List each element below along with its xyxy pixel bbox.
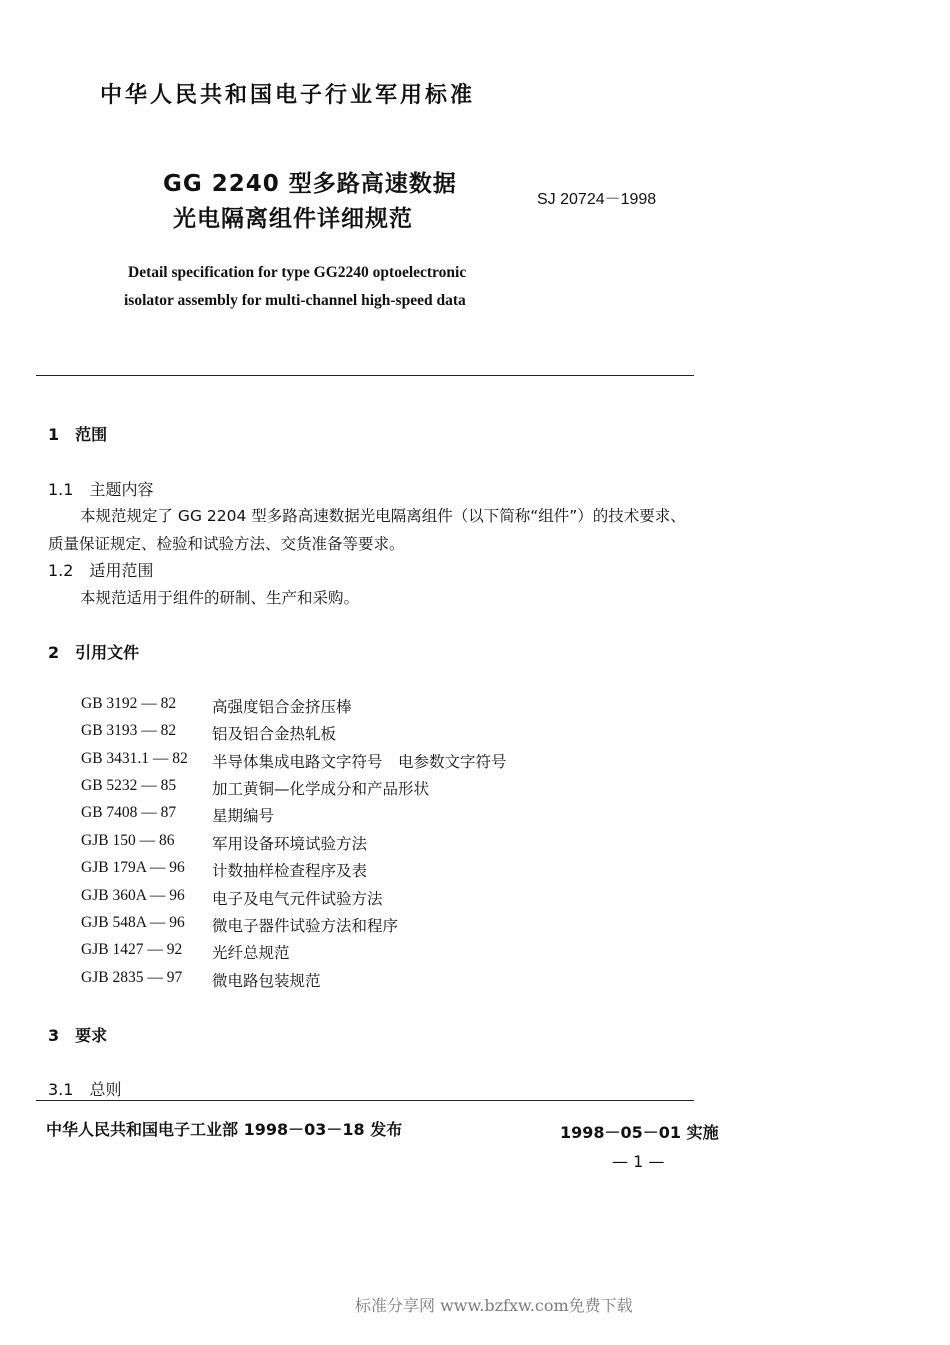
effective-date: 1998－05－01 实施 (560, 1123, 719, 1142)
reference-code: GB 5232 — 85 (81, 777, 177, 794)
title-divider (36, 375, 694, 376)
reference-code: GJB 2835 — 97 (81, 969, 183, 986)
reference-code: GJB 179A — 96 (81, 859, 185, 876)
title-cn-line-2: 光电隔离组件详细规范 (173, 206, 413, 232)
reference-code: GB 7408 — 87 (81, 804, 177, 821)
title-en-line-2: isolator assembly for multi-channel high-speed data (124, 292, 466, 309)
watermark: 标准分享网 www.bzfxw.com免费下载 (355, 1296, 633, 1315)
footer-divider (36, 1100, 694, 1101)
reference-code: GB 3193 — 82 (81, 722, 177, 739)
section-1-1-paragraph-line-1: 本规范规定了 GG 2204 型多路高速数据光电隔离组件（以下简称“组件”）的技术要求、 (80, 507, 686, 525)
reference-title: 半导体集成电路文字符号 电参数文字符号 (212, 753, 507, 771)
reference-title: 微电子器件试验方法和程序 (212, 917, 399, 935)
reference-code: GJB 548A — 96 (81, 914, 185, 931)
reference-code: GJB 360A — 96 (81, 887, 185, 904)
reference-code: GB 3192 — 82 (81, 695, 177, 712)
reference-title: 加工黄铜—化学成分和产品形状 (212, 780, 430, 798)
reference-code: GJB 1427 — 92 (81, 941, 183, 958)
reference-title: 星期编号 (212, 807, 275, 825)
reference-title: 电子及电气元件试验方法 (212, 890, 383, 908)
issue-date: 中华人民共和国电子工业部 1998－03－18 发布 (46, 1120, 403, 1139)
standard-number: SJ 20724－1998 (537, 191, 657, 208)
reference-title: 计数抽样检查程序及表 (212, 862, 368, 880)
reference-title: 军用设备环境试验方法 (212, 835, 368, 853)
section-1-2-heading: 1.2 适用范围 (48, 561, 154, 580)
section-2-heading: 2 引用文件 (48, 643, 140, 662)
section-3-1-heading: 3.1 总则 (48, 1080, 122, 1099)
reference-title: 微电路包装规范 (212, 972, 321, 990)
title-cn-line-1: GG 2240 型多路高速数据 (163, 171, 457, 197)
section-1-1-heading: 1.1 主题内容 (48, 480, 154, 499)
page-number: — 1 — (612, 1152, 665, 1171)
reference-title: 光纤总规范 (212, 944, 290, 962)
section-1-heading: 1 范围 (48, 425, 108, 444)
section-1-2-paragraph: 本规范适用于组件的研制、生产和采购。 (80, 589, 360, 607)
section-1-1-paragraph-line-2: 质量保证规定、检验和试验方法、交货准备等要求。 (48, 535, 405, 553)
reference-code: GB 3431.1 — 82 (81, 750, 188, 767)
standard-org-title: 中华人民共和国电子行业军用标准 (100, 83, 476, 108)
reference-title: 高强度铝合金挤压棒 (212, 698, 352, 716)
reference-title: 铝及铝合金热轧板 (212, 725, 337, 743)
title-en-line-1: Detail specification for type GG2240 optoelectronic (128, 264, 467, 281)
reference-code: GJB 150 — 86 (81, 832, 175, 849)
section-3-heading: 3 要求 (48, 1026, 108, 1045)
